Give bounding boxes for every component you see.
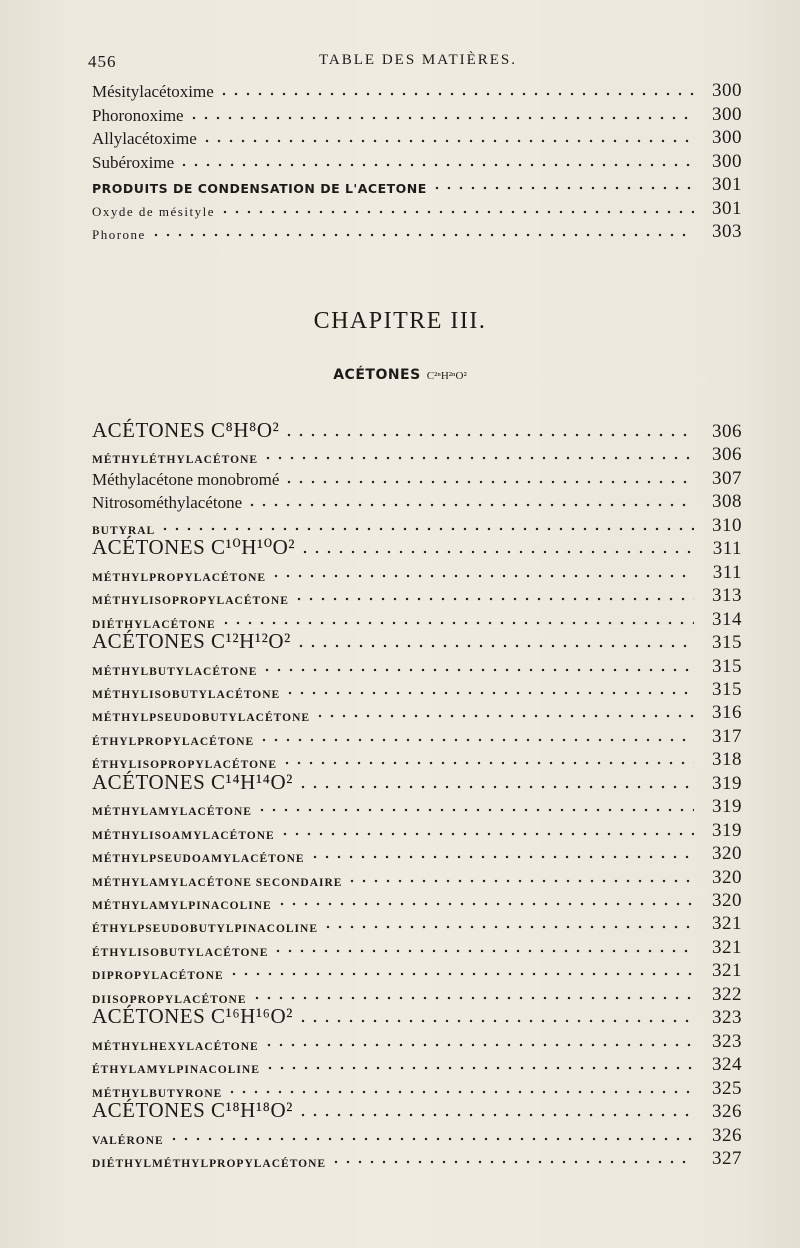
toc-entry [92,609,742,631]
toc-entry [92,1004,742,1029]
dot-leader [150,232,694,238]
toc-entry [92,515,742,537]
dot-leader [262,455,694,461]
section-title-formula: C²ⁿH²ⁿO² [426,370,467,382]
toc-entry-page-number: 316 [712,702,742,724]
running-head [88,52,748,72]
dot-leader [297,1018,694,1024]
toc-entry-page-number: 319 [712,772,742,794]
toc-entry-page-number: 320 [712,866,742,888]
dot-leader [264,1065,694,1071]
dot-leader [188,115,694,121]
dot-leader [297,1112,694,1118]
toc-entry [92,221,742,243]
toc-entry-label: ÉTHYLISOBUTYLACÉTONE [92,946,269,959]
toc-entry-page-number: 320 [712,890,742,911]
toc-entry-label: MÉTHYLISOAMYLACÉTONE [92,829,275,842]
toc-entry-label: MÉTHYLAMYLACÉTONE [92,806,252,819]
toc-entry-label: MÉTHYLAMYLACÉTONE SECONDAIRE [92,876,343,889]
toc-entry [92,174,742,196]
dot-leader [256,807,694,813]
toc-entry-label: Subéroxime [92,152,175,172]
toc-entry [92,491,742,513]
toc-entry-label: Phorone [92,227,146,242]
toc-entry-label: DIPROPYLACÉTONE [92,970,224,983]
toc-entry-label: ACÉTONES C⁸H⁸O² [92,418,280,442]
toc-entry-label: ACÉTONES C¹⁴H¹⁴O² [92,769,293,794]
toc-entry-label: MÉTHYLPSEUDOAMYLACÉTONE [92,853,305,866]
toc-entry-page-number: 303 [712,221,742,242]
toc-entry [92,843,742,865]
dot-leader [297,784,694,790]
dot-leader [314,713,694,719]
toc-entry [92,1098,742,1123]
toc-entry-page-number: 323 [712,1007,742,1029]
toc-entry-label: ÉTHYLAMYLPINACOLINE [92,1064,260,1077]
toc-entry-label: Oxyde de mésityle [92,203,215,219]
toc-entry-label: MÉTHYLÉTHYLACÉTONE [92,454,259,467]
toc-entry [92,468,742,490]
toc-entry-page-number: 319 [712,819,742,841]
toc-entry-page-number: 300 [712,80,742,101]
toc-entry [92,769,742,795]
dot-leader [270,573,694,579]
toc-entry-page-number: 311 [712,538,742,560]
toc-entry-page-number: 322 [712,983,742,1005]
toc-entry [92,1125,742,1147]
toc-entry-page-number: 311 [712,561,742,583]
toc-entry [92,913,742,935]
toc-entry [92,867,742,889]
toc-entry-page-number: 327 [712,1147,742,1169]
toc-entry-page-number: 300 [712,127,742,148]
dot-leader [178,162,694,168]
toc-entry-label: Nitrosométhylacétone [92,493,243,513]
toc-entry-label: MÉTHYLISOPROPYLACÉTONE [92,595,289,608]
dot-leader [279,831,694,837]
dot-leader [201,138,694,144]
section-title [0,366,800,384]
toc-entry-page-number: 318 [712,749,742,771]
toc-entry-label: Méthylacétone monobromé [92,469,280,489]
dot-leader [228,971,694,977]
chapter-title: CHAPITRE III. [313,308,487,334]
dot-leader [251,995,694,1001]
toc-entry-page-number: 300 [712,103,742,125]
toc-entry-page-number: 324 [712,1054,742,1076]
dot-leader [299,549,694,555]
toc-entry [92,820,742,842]
toc-entry [92,796,742,818]
dot-leader [283,479,694,485]
toc-entry-page-number: 317 [712,725,742,747]
toc-entry-page-number: 300 [712,150,742,172]
toc-entry-label: MÉTHYLPROPYLACÉTONE [92,571,267,584]
toc-entry-label: ACÉTONES C¹⁰H¹⁰O² [92,535,296,560]
toc-entry [92,151,742,173]
toc-entry-page-number: 306 [712,421,742,442]
toc-entry [92,1054,742,1076]
toc-entry-page-number: 315 [712,655,742,677]
dot-leader [218,91,694,97]
toc-entry [92,198,742,220]
toc-entry-label: MÉTHYLPSEUDOBUTYLACÉTONE [92,712,311,725]
dot-leader [246,502,694,508]
toc-entry-label: MÉTHYLBUTYLACÉTONE [92,665,258,678]
toc-entry-page-number: 315 [712,678,742,700]
toc-entry-label: MÉTHYLHEXYLACÉTONE [92,1040,259,1053]
toc-entry [92,749,742,771]
toc-entry-label: MÉTHYLBUTYRONE [92,1087,223,1100]
toc-entry-page-number: 325 [712,1077,742,1099]
toc-entry-label: ACÉTONES C¹⁶H¹⁶O² [92,1004,293,1029]
toc-entry [92,418,742,443]
toc-entry-label: Mésitylacétoxime [92,82,214,101]
dot-leader [309,854,694,860]
toc-entry-page-number: 314 [712,608,742,630]
toc-entry-label: DIÉTHYLACÉTONE [92,618,216,631]
toc-entry [92,127,742,149]
dot-leader [276,901,694,907]
toc-entry [92,629,742,654]
toc-entry [92,1148,742,1170]
toc-entry-page-number: 319 [712,796,742,818]
dot-leader [283,432,694,438]
toc-entry [92,535,742,560]
toc-entry-label: VALÉRONE [92,1134,164,1147]
section-title-word: ACÉTONES [333,367,421,383]
dot-leader [168,1136,694,1142]
toc-entry-page-number: 308 [712,491,742,513]
toc-entry [92,80,742,102]
toc-entry [92,104,742,126]
toc-entry [92,1078,742,1100]
toc-entry-page-number: 315 [712,632,742,654]
running-title: TABLE DES MATIÈRES. [318,52,518,68]
toc-entry-label: ÉTHYLPROPYLACÉTONE [92,735,255,748]
toc-entry [92,679,742,701]
toc-entry [92,562,742,584]
dot-leader [272,948,694,954]
toc-entry-page-number: 323 [712,1030,742,1052]
dot-leader [258,737,694,743]
page-number: 456 [88,52,117,71]
toc-entry-label: ÉTHYLISOPROPYLACÉTONE [92,759,278,772]
toc-entry-page-number: 301 [712,174,742,195]
dot-leader [431,185,694,191]
toc-entry [92,1031,742,1053]
toc-entry [92,656,742,678]
dot-leader [281,760,694,766]
dot-leader [226,1089,694,1095]
dot-leader [293,596,694,602]
dot-leader [261,667,694,673]
toc-entry-page-number: 326 [712,1101,742,1123]
toc-entry-page-number: 313 [712,585,742,607]
dot-leader [263,1042,694,1048]
toc-entry-label: PRODUITS DE CONDENSATION DE L'ACETONE [92,181,427,196]
toc-entry [92,726,742,748]
toc-entry-label: ACÉTONES C¹⁸H¹⁸O² [92,1098,293,1123]
toc-entry-page-number: 326 [712,1124,742,1146]
toc-entry [92,937,742,959]
toc-entry [92,960,742,982]
toc-entry [92,890,742,912]
toc-entry-label: DIÉTHYLMÉTHYLPROPYLACÉTONE [92,1157,327,1170]
dot-leader [295,643,694,649]
toc-entry-page-number: 301 [712,197,742,219]
toc-entry-page-number: 306 [712,444,742,466]
dot-leader [322,924,694,930]
toc-entry-label: ACÉTONES C¹²H¹²O² [92,629,291,654]
toc-entry-label: ÉTHYLPSEUDOBUTYLPINACOLINE [92,923,319,936]
dot-leader [284,690,694,696]
toc-entry-page-number: 320 [712,843,742,865]
toc-entry-label: DIISOPROPYLACÉTONE [92,993,247,1006]
dot-leader [219,209,694,215]
toc-entry-page-number: 310 [712,514,742,536]
toc-entry-label: MÉTHYLAMYLPINACOLINE [92,900,272,912]
toc-entry-page-number: 321 [712,960,742,982]
toc-entry-label: Allylacétoxime [92,129,197,148]
toc-entry-label: MÉTHYLISOBUTYLACÉTONE [92,688,281,701]
dot-leader [346,878,694,884]
dot-leader [330,1159,694,1165]
dot-leader [220,620,694,626]
toc-entry-label: Phoronoxime [92,105,184,125]
dot-leader [159,526,694,532]
toc-entry-page-number: 307 [712,467,742,489]
toc-entry-page-number: 321 [712,913,742,935]
toc-entry [92,444,742,466]
toc-entry [92,702,742,724]
toc-entry [92,585,742,607]
toc-entry-page-number: 321 [712,936,742,958]
toc-entry [92,984,742,1006]
toc-entry-label: BUTYRAL [92,524,156,537]
